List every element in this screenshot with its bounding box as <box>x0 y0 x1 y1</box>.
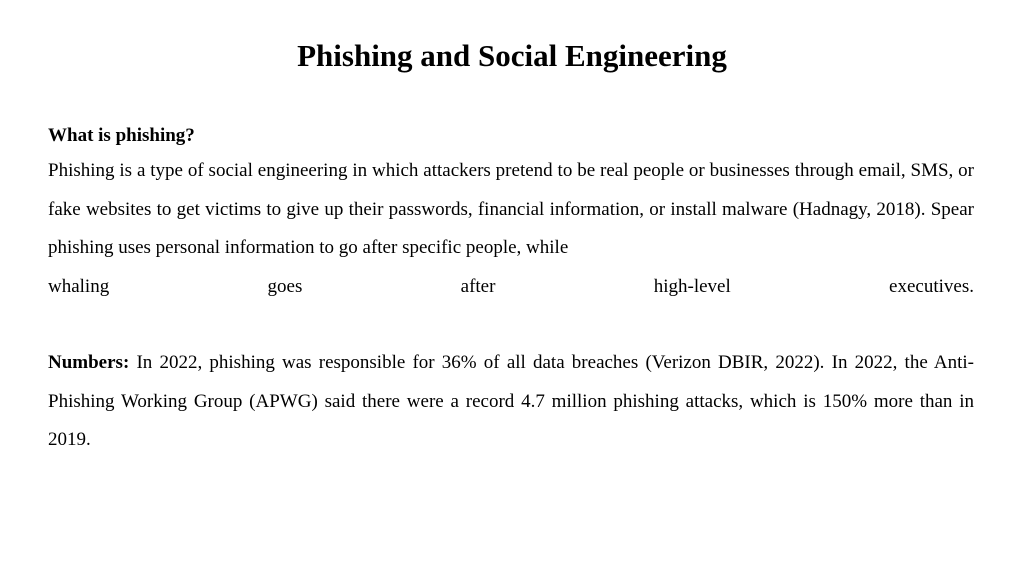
section-heading-what-is-phishing: What is phishing? <box>48 125 195 146</box>
paragraph-spacer <box>48 306 974 344</box>
phishing-definition-last-line: whaling goes after high-level executives. <box>48 275 974 297</box>
phishing-definition-paragraph: Phishing is a type of social engineering in which attackers pretend to be real people or businesses through email, SMS, or fake websites to get victims to give up their passwords, financial information, or install malware (Hadnagy, 2018). Spear phishing uses personal information to go after specific people, while <box>48 160 974 258</box>
numbers-label: Numbers: <box>48 352 130 373</box>
numbers-text: In 2022, phishing was responsible for 36% of all data breaches (Verizon DBIR, 2022). In 2022, the Anti-Phishing Working Group (APWG) said there were a record 4.7 million phishing attacks, which is 150% more than in 2019. <box>48 352 974 450</box>
slide-body <box>48 120 974 460</box>
slide-title: Phishing and Social Engineering <box>297 38 727 73</box>
numbers-paragraph <box>48 344 974 460</box>
